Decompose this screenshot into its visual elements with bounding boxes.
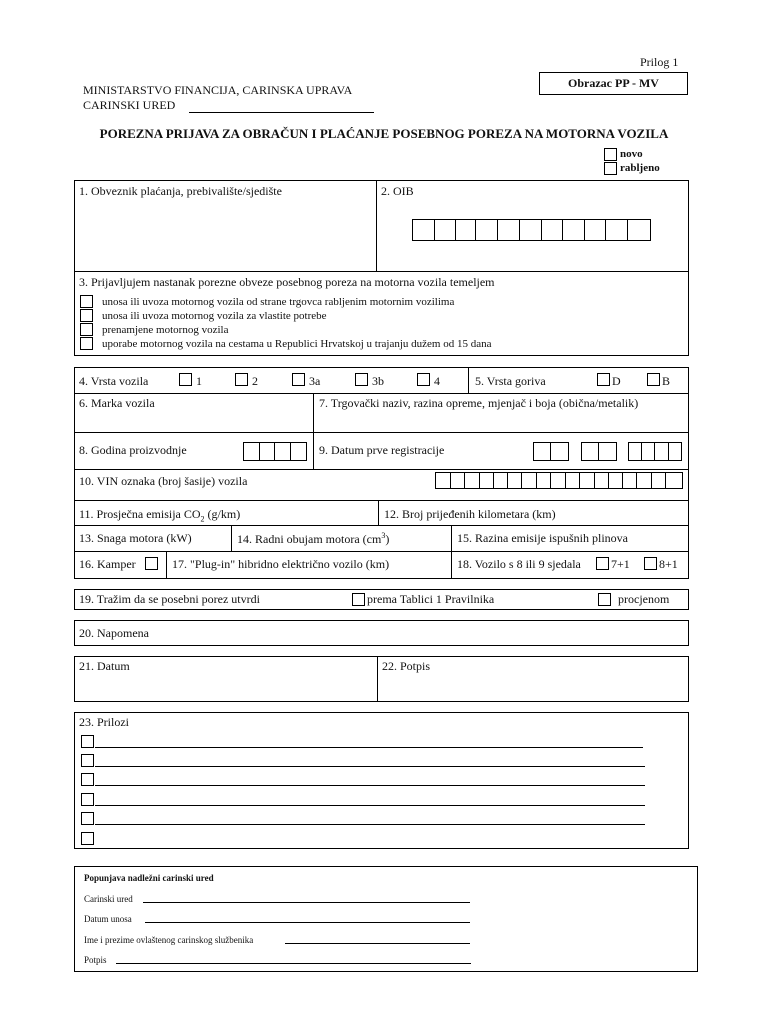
field-production-year-label: 8. Godina proizvodnje [79,443,187,457]
field-oib-label: 2. OIB [381,184,414,198]
field-attachments-label: 23. Prilozi [79,715,129,729]
prilog-label: Prilog 1 [640,55,679,69]
field-note-label: 20. Napomena [79,626,149,640]
office-entry-date-label: Datum unosa [84,914,132,924]
field-first-registration-label: 9. Datum prve registracije [319,443,445,457]
registration-year-input[interactable] [628,442,682,461]
fuel-b-checkbox[interactable] [647,373,660,386]
table1-checkbox[interactable] [352,593,365,606]
vin-input[interactable] [435,472,683,489]
office-officer-label: Ime i prezime ovlaštenog carinskog službenika [84,935,254,945]
section-attachments [74,712,689,849]
field-emission-level-label: 15. Razina emisije ispušnih plinova [457,531,628,545]
seats-7-1-label: 7+1 [611,557,630,571]
fuel-d-checkbox[interactable] [597,373,610,386]
vehicle-type-4-checkbox[interactable] [417,373,430,386]
basis-option-2-checkbox[interactable] [80,309,93,322]
production-year-input[interactable] [243,442,307,461]
estimate-checkbox[interactable] [598,593,611,606]
attachment-6-checkbox[interactable] [81,832,94,845]
vehicle-type-2-checkbox[interactable] [235,373,248,386]
table1-label: prema Tablici 1 Pravilnika [367,592,495,606]
customs-office-label: CARINSKI URED [83,98,176,112]
new-checkbox[interactable] [604,148,617,161]
vehicle-type-1-checkbox[interactable] [179,373,192,386]
office-heading: Popunjava nadležni carinski ured [84,873,214,883]
field-taxpayer-label: 1. Obveznik plaćanja, prebivalište/sjedište [79,184,282,198]
field-power-label: 13. Snaga motora (kW) [79,531,192,545]
attachment-2-checkbox[interactable] [81,754,94,767]
attachment-3-line[interactable] [95,785,645,786]
office-officer-input[interactable] [285,943,470,944]
vehicle-type-3b-checkbox[interactable] [355,373,368,386]
attachment-1-checkbox[interactable] [81,735,94,748]
estimate-label: procjenom [618,592,670,606]
used-checkbox[interactable] [604,162,617,175]
registration-month-input[interactable] [581,442,617,461]
field-trade-name-label: 7. Trgovački naziv, razina opreme, mjenjač i boja (obična/metalik) [319,396,639,410]
basis-option-2-label: unosa ili uvoza motornog vozila za vlastite potrebe [102,310,327,322]
vehicle-type-1-label: 1 [196,374,202,388]
field-camper-label: 16. Kamper [79,557,136,571]
attachment-4-line[interactable] [95,805,645,806]
vehicle-type-4-label: 4 [434,374,440,388]
section-note [74,620,689,646]
vehicle-type-3b-label: 3b [372,374,384,388]
basis-option-1-checkbox[interactable] [80,295,93,308]
field-fuel-type-label: 5. Vrsta goriva [475,374,546,388]
form-code: Obrazac PP - MV [539,72,688,95]
field-date-label: 21. Datum [79,659,130,673]
office-signature-input[interactable] [116,963,471,964]
used-label: rabljeno [620,162,660,174]
ministry-label: MINISTARSTVO FINANCIJA, CARINSKA UPRAVA [83,83,353,97]
field-make-label: 6. Marka vozila [79,396,155,410]
customs-office-input[interactable] [189,112,374,113]
field-displacement-label: 14. Radni obujam motora $(cm^3)$ [237,531,390,546]
office-entry-date-input[interactable] [145,922,470,923]
attachment-5-line[interactable] [95,824,645,825]
seats-7-1-checkbox[interactable] [596,557,609,570]
registration-day-input[interactable] [533,442,569,461]
attachment-4-checkbox[interactable] [81,793,94,806]
field-tax-determination-label: 19. Tražim da se posebni porez utvrdi [79,592,260,606]
page-title: POREZNA PRIJAVA ZA OBRAČUN I PLAĆANJE POSEBNOG POREZA NA MOTORNA VOZILA [99,126,669,141]
camper-checkbox[interactable] [145,557,158,570]
field-co2-label: 11. Prosječna emisija $CO_2$ (g/km) [79,507,241,524]
seats-8-1-label: 8+1 [659,557,678,571]
field-vin-label: 10. VIN oznaka (broj šasije) vozila [79,474,248,488]
attachment-5-checkbox[interactable] [81,812,94,825]
vehicle-type-3a-checkbox[interactable] [292,373,305,386]
basis-option-4-label: uporabe motornog vozila na cestama u Republici Hrvatskoj u trajanju dužem od 15 dana [102,338,492,350]
attachment-3-checkbox[interactable] [81,773,94,786]
seats-8-1-checkbox[interactable] [644,557,657,570]
basis-option-3-checkbox[interactable] [80,323,93,336]
attachment-1-line[interactable] [95,747,643,748]
fuel-d-label: D [612,374,621,388]
basis-option-3-label: prenamjene motornog vozila [102,324,229,336]
basis-option-1-label: unosa ili uvoza motornog vozila od strane trgovca rabljenim motornim vozilima [102,296,455,308]
office-signature-label: Potpis [84,955,107,965]
field-plugin-hybrid-label: 17. "Plug-in" hibridno električno vozilo (km) [172,557,390,571]
field-vehicle-type-label: 4. Vrsta vozila [79,374,149,388]
fuel-b-label: B [662,374,671,388]
vehicle-type-3a-label: 3a [309,374,321,388]
office-customs-input[interactable] [143,902,470,903]
attachment-2-line[interactable] [95,766,645,767]
field-seats-label: 18. Vozilo s 8 ili 9 sjedala [457,557,581,571]
vehicle-type-2-label: 2 [252,374,258,388]
office-customs-label: Carinski ured [84,894,133,904]
field-signature-label: 22. Potpis [382,659,431,673]
basis-option-4-checkbox[interactable] [80,337,93,350]
field-basis-label: 3. Prijavljujem nastanak porezne obveze posebnog poreza na motorna vozila temeljem [79,275,495,289]
field-mileage-label: 12. Broj prijeđenih kilometara (km) [384,507,556,521]
oib-input[interactable] [412,219,651,241]
new-label: novo [620,148,643,160]
